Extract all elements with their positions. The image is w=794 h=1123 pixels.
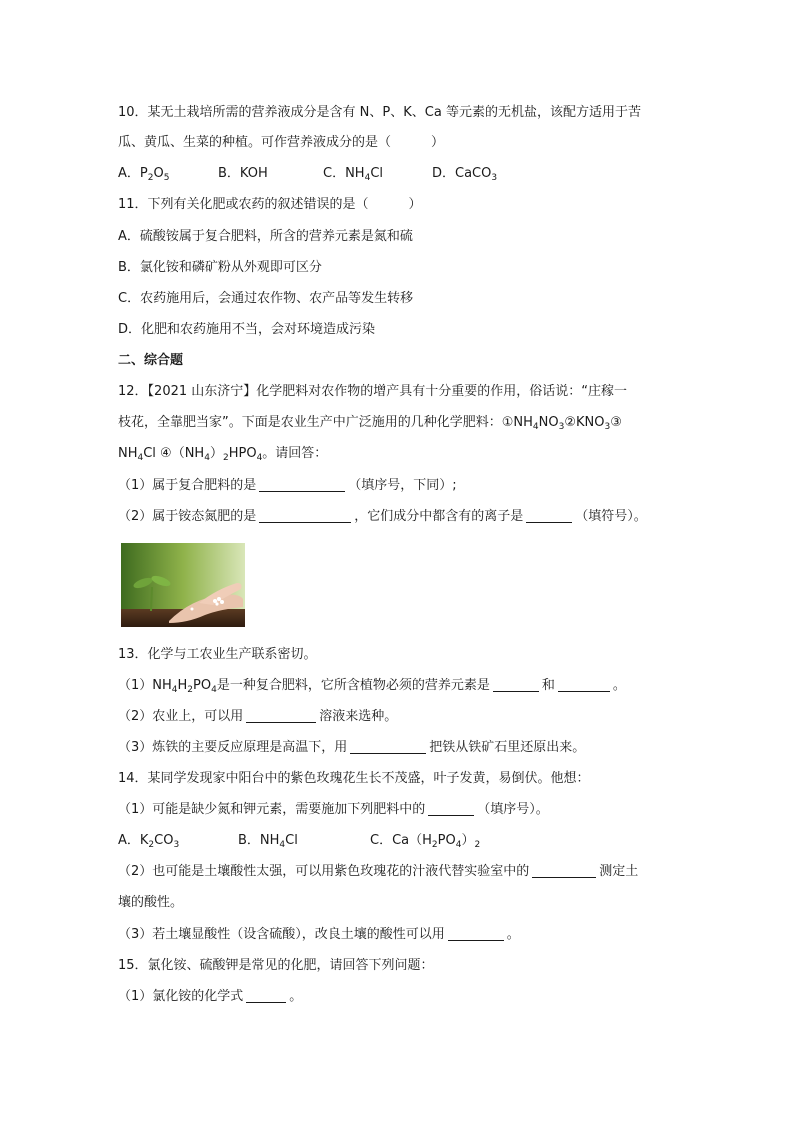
answer-blank[interactable] bbox=[448, 926, 504, 941]
answer-blank[interactable] bbox=[532, 863, 596, 878]
q13-sub1: $(1)NH_4H_2PO_4$是一种复合肥料，它所含植物必须的营养元素是 和 。 bbox=[118, 678, 626, 695]
q13-stem: 13．化学与工农业生产联系密切。 bbox=[118, 647, 317, 662]
seedling-fertilizer-photo bbox=[121, 543, 245, 627]
q10-option-b: B．KOH bbox=[218, 166, 268, 181]
q12-stem-line1: 12．【2021 山东济宁】化学肥料对农作物的增产具有十分重要的作用，俗话说：“庄稼一 bbox=[118, 384, 627, 399]
q14-sub3: （3）若土壤显酸性（设含硫酸），改良土壤的酸性可以用 。 bbox=[118, 927, 520, 942]
answer-blank[interactable] bbox=[493, 677, 539, 692]
q11-option-b: B．氯化铵和磷矿粉从外观即可区分 bbox=[118, 260, 322, 275]
q12-sub2: （2）属于铵态氮肥的是 ，它们成分中都含有的离子是 （填符号）。 bbox=[118, 509, 647, 524]
q14-sub2-cont: 壤的酸性。 bbox=[118, 895, 184, 910]
answer-blank[interactable] bbox=[246, 708, 316, 723]
q13-sub2: （2）农业上，可以用 溶液来选种。 bbox=[118, 709, 398, 724]
q10-stem-line2: 瓜、黄瓜、生菜的种植。可作营养液成分的是（ ） bbox=[118, 135, 445, 150]
answer-blank[interactable] bbox=[350, 739, 426, 754]
q10-stem-line1: 10．某无土栽培所需的营养液成分是含有 N、P、K、Ca 等元素的无机盐，该配方适用于苦 bbox=[118, 105, 641, 120]
q10-option-a: A．$P_2O_5$ bbox=[118, 166, 170, 183]
q14-sub2: （2）也可能是土壤酸性太强，可以用紫色玫瑰花的汁液代替实验室中的 测定土 bbox=[118, 864, 639, 879]
q10-options bbox=[118, 164, 684, 184]
q15-stem: 15．氯化铵、硫酸钾是常见的化肥，请回答下列问题： bbox=[118, 958, 434, 973]
q14-option-c: C．$Ca(H_2PO_4)_2$ bbox=[370, 833, 481, 850]
answer-blank[interactable] bbox=[526, 508, 572, 523]
q14-options bbox=[118, 831, 684, 851]
section-heading: 二、综合题 bbox=[118, 353, 184, 368]
answer-blank[interactable] bbox=[558, 677, 610, 692]
q14-stem: 14．某同学发现家中阳台中的紫色玫瑰花生长不茂盛，叶子发黄，易倒伏。他想： bbox=[118, 771, 590, 786]
q10-option-c: C．$NH_4Cl$ bbox=[323, 166, 384, 183]
q11-option-c: C．农药施用后，会通过农作物、农产品等发生转移 bbox=[118, 291, 414, 306]
q12-stem-line3: $NH_4Cl$ $④(NH_4)_2HPO_4$。请回答： bbox=[118, 446, 328, 463]
q14-sub1: （1）可能是缺少氮和钾元素，需要施加下列肥料中的 （填序号）。 bbox=[118, 802, 549, 817]
q11-stem: 11．下列有关化肥或农药的叙述错误的是（ ） bbox=[118, 197, 422, 212]
q14-option-a: A．$K_2CO_3$ bbox=[118, 833, 180, 850]
answer-blank[interactable] bbox=[246, 988, 286, 1003]
q11-option-a: A．硫酸铵属于复合肥料，所含的营养元素是氮和硫 bbox=[118, 229, 413, 244]
answer-blank[interactable] bbox=[259, 508, 351, 523]
q13-sub3: （3）炼铁的主要反应原理是高温下，用 把铁从铁矿石里还原出来。 bbox=[118, 740, 586, 755]
answer-blank[interactable] bbox=[259, 477, 345, 492]
answer-blank[interactable] bbox=[428, 801, 474, 816]
q10-option-d: D．CaCO$_3$ bbox=[432, 166, 498, 183]
q12-sub1: （1）属于复合肥料的是 （填序号，下同）; bbox=[118, 478, 457, 493]
q11-option-d: D．化肥和农药施用不当，会对环境造成污染 bbox=[118, 322, 376, 337]
q14-option-b: B．$NH_4Cl$ bbox=[238, 833, 298, 850]
q15-sub1: （1）氯化铵的化学式 。 bbox=[118, 989, 303, 1004]
q12-stem-line2: 枝花，全靠肥当家”。下面是农业生产中广泛施用的几种化学肥料：$①NH_4NO_3②KNO_3③$ bbox=[118, 415, 622, 432]
